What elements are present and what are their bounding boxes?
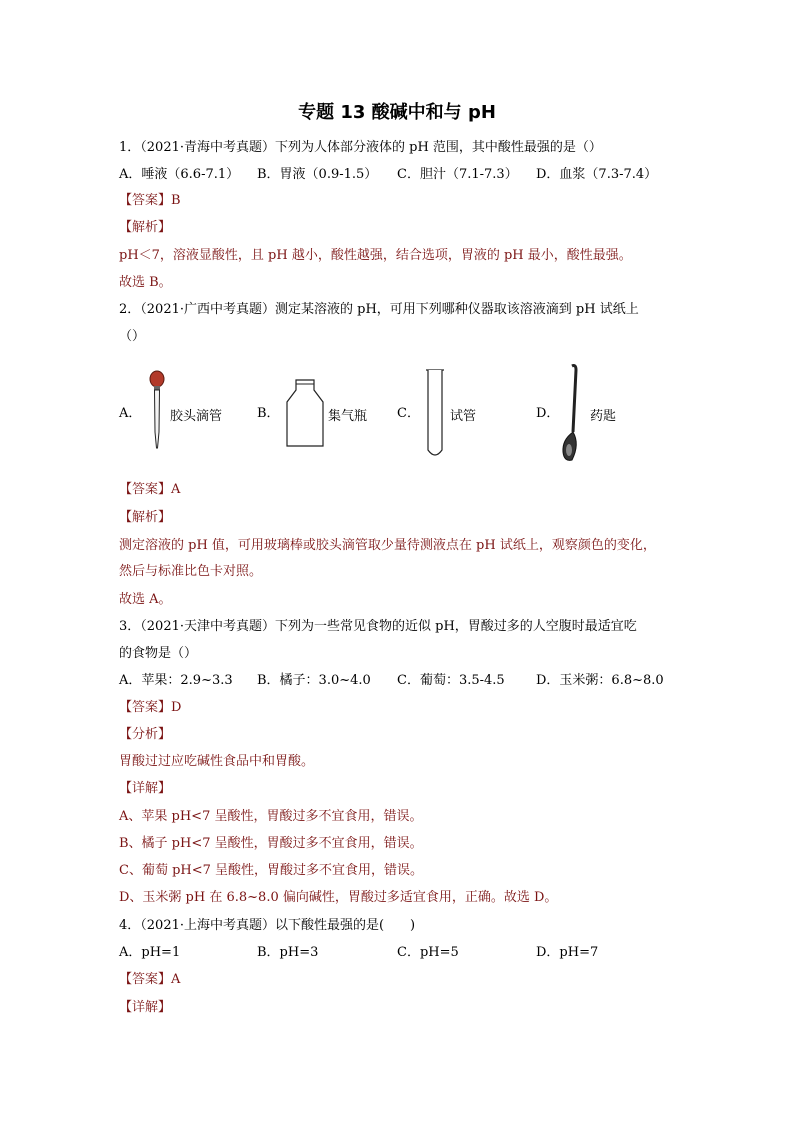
question-2-conclusion: 故选 A。 bbox=[119, 592, 172, 607]
question-3-detail-d: D、玉米粥 pH 在 6.8~8.0 偏向碱性，胃酸过多适宜食用，正确。故选 D。 bbox=[119, 890, 558, 905]
q4-option-c: C．pH=5 bbox=[397, 945, 459, 960]
spoon-icon bbox=[558, 362, 586, 466]
q4-option-a: A．pH=1 bbox=[119, 945, 181, 960]
question-3-stem-cont: 的食物是（） bbox=[119, 646, 198, 661]
q2-option-c-letter: C． bbox=[397, 406, 420, 421]
test-tube-icon bbox=[425, 368, 445, 460]
q2-option-b-letter: B． bbox=[257, 406, 280, 421]
question-1-stem: 1．（2021·青海中考真题）下列为人体部分液体的 pH 范围，其中酸性最强的是（） bbox=[119, 140, 602, 155]
q4-option-b: B．pH=3 bbox=[257, 945, 319, 960]
q3-option-b: B．橘子：3.0~4.0 bbox=[257, 673, 371, 688]
question-3-stem: 3．（2021·天津中考真题）下列为一些常见食物的近似 pH，胃酸过多的人空腹时最适宜吃 bbox=[119, 619, 637, 634]
q1-option-a: A．唾液（6.6-7.1） bbox=[119, 167, 240, 182]
q2-option-d-label: 药匙 bbox=[590, 409, 617, 424]
question-1-analysis-label: 【解析】 bbox=[119, 220, 172, 235]
gas-bottle-icon bbox=[285, 378, 325, 448]
q1-option-d: D．血浆（7.3-7.4） bbox=[536, 167, 658, 182]
q3-option-a: A．苹果：2.9~3.3 bbox=[119, 673, 233, 688]
q2-option-a-letter: A． bbox=[119, 406, 142, 421]
dropper-icon bbox=[147, 368, 167, 452]
question-1-answer: 【答案】B bbox=[119, 193, 181, 208]
question-2-answer: 【答案】A bbox=[119, 482, 181, 497]
question-4-answer: 【答案】A bbox=[119, 972, 181, 987]
question-3-detail-label: 【详解】 bbox=[119, 781, 172, 796]
question-3-answer: 【答案】D bbox=[119, 700, 182, 715]
q4-option-d: D．pH=7 bbox=[536, 945, 599, 960]
q3-option-c: C．葡萄：3.5-4.5 bbox=[397, 673, 505, 688]
question-2-stem-cont: （） bbox=[119, 329, 146, 344]
question-4-detail-label: 【详解】 bbox=[119, 1000, 172, 1015]
q2-option-a-label: 胶头滴管 bbox=[170, 409, 223, 424]
question-3-detail-a: A、苹果 pH<7 呈酸性，胃酸过多不宜食用，错误。 bbox=[119, 809, 423, 824]
q3-option-d: D．玉米粥：6.8~8.0 bbox=[536, 673, 664, 688]
question-2-stem: 2．（2021·广西中考真题）测定某溶液的 pH，可用下列哪种仪器取该溶液滴到 pH 试纸上 bbox=[119, 302, 639, 317]
question-2-analysis: 测定溶液的 pH 值，可用玻璃棒或胶头滴管取少量待测液点在 pH 试纸上，观察颜色的变化， bbox=[119, 538, 656, 553]
question-1-analysis: pH＜7，溶液显酸性，且 pH 越小，酸性越强，结合选项，胃液的 pH 最小，酸性最强。 bbox=[119, 248, 632, 263]
q2-option-d-letter: D． bbox=[536, 406, 560, 421]
question-3-detail-b: B、橘子 pH<7 呈酸性，胃酸过多不宜食用，错误。 bbox=[119, 836, 423, 851]
question-3-analysis: 胃酸过过应吃碱性食品中和胃酸。 bbox=[119, 754, 315, 769]
page-title: 专题 13 酸碱中和与 pH bbox=[298, 102, 496, 123]
question-2-analysis-label: 【解析】 bbox=[119, 510, 172, 525]
question-2-analysis-cont: 然后与标准比色卡对照。 bbox=[119, 564, 263, 579]
q2-option-c-label: 试管 bbox=[450, 409, 477, 424]
q1-option-b: B．胃液（0.9-1.5） bbox=[257, 167, 378, 182]
question-1-conclusion: 故选 B。 bbox=[119, 275, 172, 290]
q2-option-b-label: 集气瓶 bbox=[328, 409, 368, 424]
q1-option-c: C．胆汁（7.1-7.3） bbox=[397, 167, 518, 182]
question-3-detail-c: C、葡萄 pH<7 呈酸性，胃酸过多不宜食用，错误。 bbox=[119, 863, 424, 878]
question-3-analysis-label: 【分析】 bbox=[119, 727, 172, 742]
question-4-stem: 4．（2021·上海中考真题）以下酸性最强的是( ) bbox=[119, 918, 416, 933]
